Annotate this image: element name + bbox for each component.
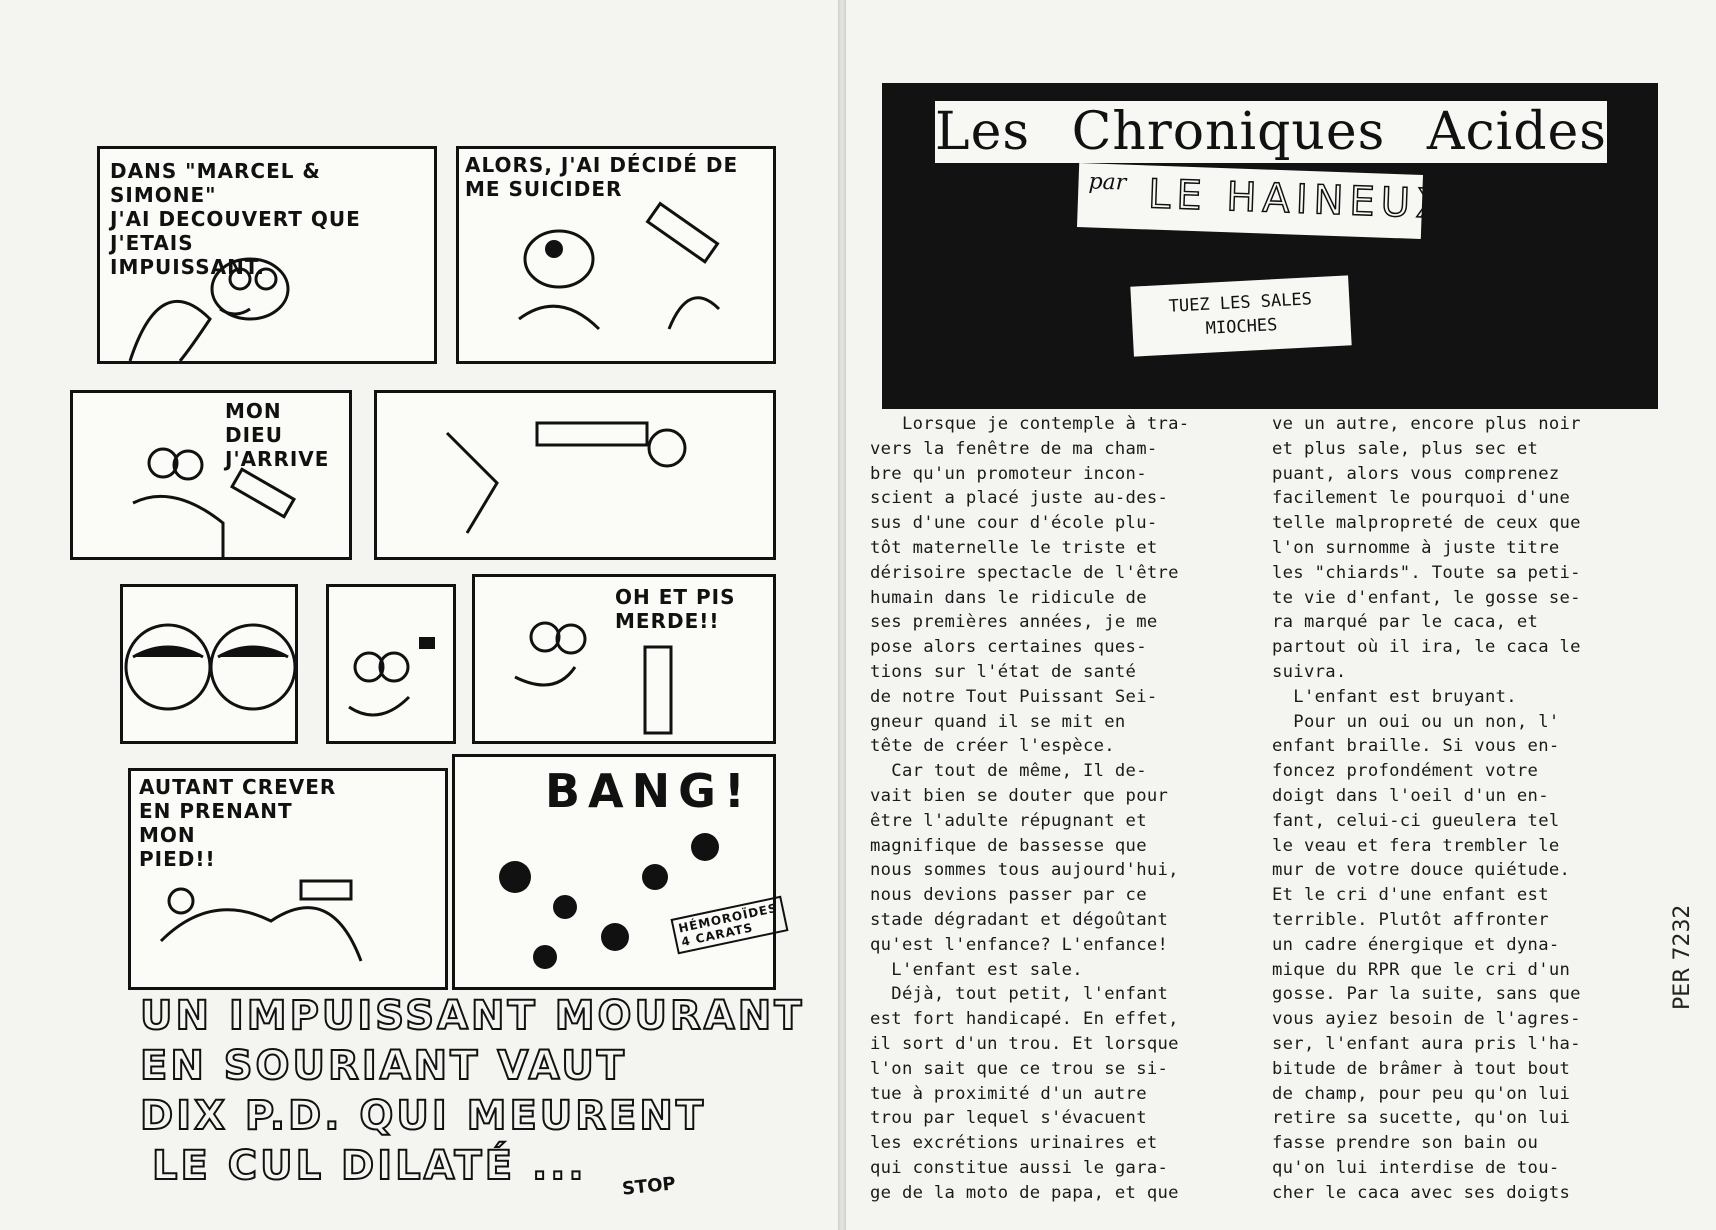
comic-panel-3 bbox=[70, 390, 352, 560]
article-line: de notre Tout Puissant Sei- bbox=[870, 686, 1158, 707]
stop-label: STOP bbox=[621, 1173, 677, 1200]
article-line: tôt maternelle le triste et bbox=[870, 537, 1158, 558]
article-line: les "chiards". Toute sa peti- bbox=[1272, 562, 1581, 583]
article-line: partout où il ira, le caca le bbox=[1272, 637, 1581, 658]
article-line: bre qu'un promoteur incon- bbox=[870, 463, 1147, 484]
bottom-caption-line-4: LE CUL DILATÉ ... bbox=[152, 1143, 587, 1189]
comic-panel-6 bbox=[326, 584, 456, 744]
closeup-eyes-drawing bbox=[123, 587, 295, 741]
article-header bbox=[882, 83, 1658, 409]
article-line: qu'on lui interdise de tou- bbox=[1272, 1157, 1560, 1178]
character-face-drawing bbox=[329, 587, 453, 741]
article-line: de champ, pour peu qu'on lui bbox=[1272, 1083, 1571, 1104]
article-column-left bbox=[870, 412, 1260, 1206]
article-line: telle malpropreté de ceux que bbox=[1272, 513, 1581, 534]
article-line: suivra. bbox=[1272, 661, 1347, 682]
panel-7-caption: OH ET PIS MERDE!! bbox=[615, 585, 736, 633]
panel-9-sfx: BANG! bbox=[545, 764, 753, 818]
panel-8-caption: AUTANT CREVER EN PRENANT MON PIED!! bbox=[139, 775, 337, 871]
margin-stamp: PER 7232 bbox=[1670, 904, 1695, 1010]
article-line: foncez profondément votre bbox=[1272, 761, 1539, 782]
article-line: cher le caca avec ses doigts bbox=[1272, 1182, 1571, 1203]
article-line: le veau et fera trembler le bbox=[1272, 835, 1560, 856]
panel-9-label: HÉMOROÏDES 4 CARATS bbox=[670, 896, 788, 955]
article-line: vers la fenêtre de ma cham- bbox=[870, 438, 1158, 459]
article-title: Les Chroniques Acides bbox=[935, 102, 1607, 162]
article-line: puant, alors vous comprenez bbox=[1272, 463, 1560, 484]
article-line: Lorsque je contemple à tra- bbox=[870, 414, 1190, 434]
article-line: magnifique de bassesse que bbox=[870, 835, 1147, 856]
panel-3-caption: MON DIEU J'ARRIVE bbox=[225, 399, 330, 471]
gun-to-head-drawing bbox=[459, 149, 773, 361]
article-line: ge de la moto de papa, et que bbox=[870, 1182, 1179, 1203]
panel-1-caption: DANS "MARCEL & SIMONE" J'AI DECOUVERT QUE J'ETAIS IMPUISSANT. bbox=[110, 159, 361, 279]
article-line: gneur quand il se mit en bbox=[870, 711, 1126, 732]
article-line: mique du RPR que le cri d'un bbox=[1272, 959, 1571, 980]
article-line: l'on sait que ce trou se si- bbox=[870, 1058, 1169, 1079]
article-line: bitude de brâmer à tout bout bbox=[1272, 1058, 1571, 1079]
article-line: qu'est l'enfance? L'enfance! bbox=[870, 934, 1169, 955]
comic-panel-9 bbox=[452, 754, 779, 990]
article-subtitle: TUEZ LES SALES MIOCHES bbox=[1130, 275, 1351, 356]
article-line: tions sur l'état de santé bbox=[870, 661, 1137, 682]
article-line: Car tout de même, Il de- bbox=[870, 761, 1147, 782]
article-line: nous devions passer par ce bbox=[870, 885, 1147, 906]
comic-panel-5 bbox=[120, 584, 298, 744]
article-line: être l'adulte répugnant et bbox=[870, 810, 1147, 831]
bottom-caption-line-1: UN IMPUISSANT MOURANT bbox=[140, 993, 805, 1039]
article-line: sus d'une cour d'école plu- bbox=[870, 513, 1158, 534]
character-with-bottle-drawing bbox=[475, 577, 773, 741]
article-line: ve un autre, encore plus noir bbox=[1272, 414, 1581, 434]
book-gutter bbox=[838, 0, 846, 1230]
byline-prefix: par bbox=[1088, 169, 1127, 196]
article-line: vous ayiez besoin de l'agres- bbox=[1272, 1009, 1581, 1030]
article-column-right bbox=[1272, 412, 1676, 1206]
article-line: L'enfant est sale. bbox=[870, 959, 1083, 980]
article-line: ses premières années, je me bbox=[870, 612, 1158, 633]
article-line: qui constitue aussi le gara- bbox=[870, 1157, 1169, 1178]
article-line: un cadre énergique et dyna- bbox=[1272, 934, 1560, 955]
article-line: stade dégradant et dégoûtant bbox=[870, 909, 1169, 930]
article-line: dérisoire spectacle de l'être bbox=[870, 562, 1179, 583]
character-pose-drawing bbox=[131, 771, 445, 987]
comic-panel-2 bbox=[456, 146, 776, 364]
character-with-gun-drawing bbox=[73, 393, 349, 557]
article-line: terrible. Plutôt affronter bbox=[1272, 909, 1549, 930]
article-line: humain dans le ridicule de bbox=[870, 587, 1147, 608]
explosion-drawing bbox=[455, 757, 773, 987]
gunshot-drawing bbox=[377, 393, 773, 557]
article-line: Pour un oui ou un non, l' bbox=[1272, 711, 1560, 732]
comic-panel-1 bbox=[97, 146, 437, 364]
article-line: fasse prendre son bain ou bbox=[1272, 1133, 1539, 1154]
article-line: l'on surnomme à juste titre bbox=[1272, 537, 1560, 558]
byline-author: LE HAINEUX. bbox=[1147, 171, 1469, 229]
article-line: il sort d'un trou. Et lorsque bbox=[870, 1033, 1179, 1054]
article-line: vait bien se douter que pour bbox=[870, 785, 1169, 806]
left-page-comic bbox=[0, 0, 838, 1230]
article-line: nous sommes tous aujourd'hui, bbox=[870, 860, 1179, 881]
article-line: les excrétions urinaires et bbox=[870, 1133, 1158, 1154]
article-line: ser, l'enfant aura pris l'ha- bbox=[1272, 1033, 1581, 1054]
article-line: retire sa sucette, qu'on lui bbox=[1272, 1108, 1571, 1129]
article-line: Déjà, tout petit, l'enfant bbox=[870, 984, 1169, 1005]
comic-panel-8 bbox=[128, 768, 448, 990]
article-line: doigt dans l'oeil d'un en- bbox=[1272, 785, 1549, 806]
bottom-caption-line-2: EN SOURIANT VAUT bbox=[140, 1043, 628, 1089]
article-line: enfant braille. Si vous en- bbox=[1272, 736, 1560, 757]
article-line: fant, celui-ci gueulera tel bbox=[1272, 810, 1560, 831]
article-line: ra marqué par le caca, et bbox=[1272, 612, 1539, 633]
article-line: et plus sale, plus sec et bbox=[1272, 438, 1539, 459]
article-line: tête de créer l'espèce. bbox=[870, 736, 1115, 757]
bottom-caption-line-3: DIX P.D. QUI MEURENT bbox=[140, 1093, 707, 1139]
article-line: scient a placé juste au-des- bbox=[870, 488, 1169, 509]
comic-panel-7 bbox=[472, 574, 776, 744]
article-line: mur de votre douce quiétude. bbox=[1272, 860, 1571, 881]
article-line: tue à proximité d'un autre bbox=[870, 1083, 1147, 1104]
comic-panel-4 bbox=[374, 390, 776, 560]
right-page-article bbox=[846, 0, 1716, 1230]
article-line: L'enfant est bruyant. bbox=[1272, 686, 1517, 707]
panel-2-caption: ALORS, J'AI DÉCIDÉ DE ME SUICIDER bbox=[465, 153, 739, 201]
article-line: gosse. Par la suite, sans que bbox=[1272, 984, 1581, 1005]
article-line: est fort handicapé. En effet, bbox=[870, 1009, 1179, 1030]
article-line: facilement le pourquoi d'une bbox=[1272, 488, 1571, 509]
article-line: trou par lequel s'évacuent bbox=[870, 1108, 1147, 1129]
article-line: Et le cri d'une enfant est bbox=[1272, 885, 1549, 906]
byline bbox=[1077, 163, 1469, 239]
article-line: te vie d'enfant, le gosse se- bbox=[1272, 587, 1581, 608]
article-line: pose alors certaines ques- bbox=[870, 637, 1147, 658]
character-drawing bbox=[100, 149, 434, 361]
